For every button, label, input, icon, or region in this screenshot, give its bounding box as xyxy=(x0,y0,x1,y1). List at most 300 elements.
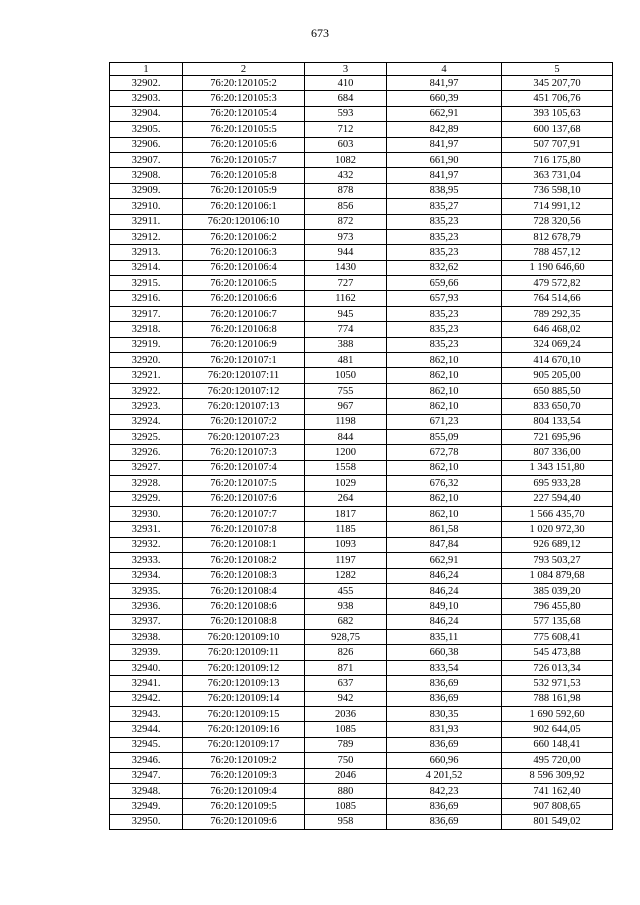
value-cell: 363 731,04 xyxy=(502,168,613,183)
area-cell: 1430 xyxy=(305,260,387,275)
rate-cell: 862,10 xyxy=(387,368,502,383)
value-cell: 532 971,53 xyxy=(502,676,613,691)
table-row xyxy=(110,106,613,121)
value-cell: 807 336,00 xyxy=(502,445,613,460)
value-cell: 736 598,10 xyxy=(502,183,613,198)
table-row xyxy=(110,214,613,229)
cadastral-number-cell: 76:20:120107:4 xyxy=(183,460,305,475)
table-row xyxy=(110,76,613,91)
rate-cell: 830,35 xyxy=(387,707,502,722)
table-row xyxy=(110,429,613,444)
row-number-cell: 32918. xyxy=(110,322,183,337)
rate-cell: 846,24 xyxy=(387,614,502,629)
area-cell: 1197 xyxy=(305,553,387,568)
rate-cell: 862,10 xyxy=(387,491,502,506)
cadastral-number-cell: 76:20:120106:8 xyxy=(183,322,305,337)
area-cell: 432 xyxy=(305,168,387,183)
row-number-cell: 32939. xyxy=(110,645,183,660)
value-cell: 577 135,68 xyxy=(502,614,613,629)
value-cell: 479 572,82 xyxy=(502,276,613,291)
area-cell: 1162 xyxy=(305,291,387,306)
table-row xyxy=(110,645,613,660)
area-cell: 727 xyxy=(305,276,387,291)
row-number-cell: 32938. xyxy=(110,630,183,645)
area-cell: 455 xyxy=(305,583,387,598)
table-row xyxy=(110,522,613,537)
rate-cell: 831,93 xyxy=(387,722,502,737)
rate-cell: 849,10 xyxy=(387,599,502,614)
area-cell: 826 xyxy=(305,645,387,660)
area-cell: 880 xyxy=(305,783,387,798)
cadastral-number-cell: 76:20:120107:8 xyxy=(183,522,305,537)
cadastral-number-cell: 76:20:120109:13 xyxy=(183,676,305,691)
table-row xyxy=(110,491,613,506)
rate-cell: 846,24 xyxy=(387,568,502,583)
row-number-cell: 32915. xyxy=(110,276,183,291)
table-row xyxy=(110,783,613,798)
rate-cell: 862,10 xyxy=(387,353,502,368)
row-number-cell: 32919. xyxy=(110,337,183,352)
rate-cell: 841,97 xyxy=(387,137,502,152)
cadastral-number-cell: 76:20:120106:3 xyxy=(183,245,305,260)
rate-cell: 660,96 xyxy=(387,753,502,768)
value-cell: 741 162,40 xyxy=(502,783,613,798)
value-cell: 801 549,02 xyxy=(502,814,613,829)
rate-cell: 862,10 xyxy=(387,460,502,475)
value-cell: 1 084 879,68 xyxy=(502,568,613,583)
cadastral-number-cell: 76:20:120105:6 xyxy=(183,137,305,152)
row-number-cell: 32914. xyxy=(110,260,183,275)
column-header-5: 5 xyxy=(502,63,613,76)
table-body xyxy=(110,76,613,830)
row-number-cell: 32912. xyxy=(110,229,183,244)
rate-cell: 662,91 xyxy=(387,553,502,568)
table-row xyxy=(110,260,613,275)
cadastral-number-cell: 76:20:120106:1 xyxy=(183,199,305,214)
row-number-cell: 32920. xyxy=(110,353,183,368)
value-cell: 905 205,00 xyxy=(502,368,613,383)
area-cell: 1085 xyxy=(305,799,387,814)
area-cell: 1050 xyxy=(305,368,387,383)
row-number-cell: 32933. xyxy=(110,553,183,568)
rate-cell: 846,24 xyxy=(387,583,502,598)
row-number-cell: 32947. xyxy=(110,768,183,783)
rate-cell: 841,97 xyxy=(387,76,502,91)
table-row xyxy=(110,460,613,475)
rate-cell: 660,38 xyxy=(387,645,502,660)
row-number-cell: 32943. xyxy=(110,707,183,722)
table-row xyxy=(110,722,613,737)
row-number-cell: 32940. xyxy=(110,660,183,675)
row-number-cell: 32929. xyxy=(110,491,183,506)
cadastral-number-cell: 76:20:120106:2 xyxy=(183,229,305,244)
value-cell: 227 594,40 xyxy=(502,491,613,506)
row-number-cell: 32917. xyxy=(110,306,183,321)
row-number-cell: 32927. xyxy=(110,460,183,475)
area-cell: 928,75 xyxy=(305,630,387,645)
table-row xyxy=(110,245,613,260)
rate-cell: 855,09 xyxy=(387,429,502,444)
value-cell: 1 690 592,60 xyxy=(502,707,613,722)
value-cell: 660 148,41 xyxy=(502,737,613,752)
table-row xyxy=(110,737,613,752)
data-table xyxy=(109,62,613,830)
cadastral-number-cell: 76:20:120105:5 xyxy=(183,122,305,137)
rate-cell: 835,23 xyxy=(387,245,502,260)
rate-cell: 862,10 xyxy=(387,383,502,398)
area-cell: 1029 xyxy=(305,476,387,491)
table-header-row xyxy=(110,63,613,76)
cadastral-number-cell: 76:20:120107:1 xyxy=(183,353,305,368)
cadastral-number-cell: 76:20:120107:3 xyxy=(183,445,305,460)
table-row xyxy=(110,630,613,645)
table-row xyxy=(110,553,613,568)
table-row xyxy=(110,660,613,675)
table-row xyxy=(110,137,613,152)
cadastral-number-cell: 76:20:120109:3 xyxy=(183,768,305,783)
table-row xyxy=(110,691,613,706)
value-cell: 721 695,96 xyxy=(502,429,613,444)
area-cell: 1093 xyxy=(305,537,387,552)
table-row xyxy=(110,583,613,598)
value-cell: 793 503,27 xyxy=(502,553,613,568)
row-number-cell: 32950. xyxy=(110,814,183,829)
cadastral-number-cell: 76:20:120109:16 xyxy=(183,722,305,737)
cadastral-number-cell: 76:20:120109:11 xyxy=(183,645,305,660)
area-cell: 593 xyxy=(305,106,387,121)
cadastral-number-cell: 76:20:120108:1 xyxy=(183,537,305,552)
cadastral-number-cell: 76:20:120105:7 xyxy=(183,152,305,167)
rate-cell: 842,89 xyxy=(387,122,502,137)
table-row xyxy=(110,291,613,306)
table-row xyxy=(110,814,613,829)
table-row xyxy=(110,383,613,398)
cadastral-number-cell: 76:20:120105:2 xyxy=(183,76,305,91)
value-cell: 324 069,24 xyxy=(502,337,613,352)
value-cell: 393 105,63 xyxy=(502,106,613,121)
cadastral-number-cell: 76:20:120105:9 xyxy=(183,183,305,198)
row-number-cell: 32903. xyxy=(110,91,183,106)
cadastral-number-cell: 76:20:120108:3 xyxy=(183,568,305,583)
area-cell: 878 xyxy=(305,183,387,198)
row-number-cell: 32937. xyxy=(110,614,183,629)
cadastral-number-cell: 76:20:120107:12 xyxy=(183,383,305,398)
area-cell: 1198 xyxy=(305,414,387,429)
table-row xyxy=(110,337,613,352)
row-number-cell: 32904. xyxy=(110,106,183,121)
rate-cell: 4 201,52 xyxy=(387,768,502,783)
rate-cell: 832,62 xyxy=(387,260,502,275)
area-cell: 388 xyxy=(305,337,387,352)
cadastral-number-cell: 76:20:120105:8 xyxy=(183,168,305,183)
value-cell: 902 644,05 xyxy=(502,722,613,737)
rate-cell: 836,69 xyxy=(387,814,502,829)
table-row xyxy=(110,199,613,214)
column-header-4: 4 xyxy=(387,63,502,76)
column-header-2: 2 xyxy=(183,63,305,76)
cadastral-number-cell: 76:20:120109:17 xyxy=(183,737,305,752)
area-cell: 856 xyxy=(305,199,387,214)
cadastral-number-cell: 76:20:120109:5 xyxy=(183,799,305,814)
table-row xyxy=(110,353,613,368)
value-cell: 1 190 646,60 xyxy=(502,260,613,275)
cadastral-number-cell: 76:20:120106:9 xyxy=(183,337,305,352)
rate-cell: 862,10 xyxy=(387,399,502,414)
cadastral-number-cell: 76:20:120109:10 xyxy=(183,630,305,645)
table-row xyxy=(110,506,613,521)
table-row xyxy=(110,368,613,383)
rate-cell: 861,58 xyxy=(387,522,502,537)
value-cell: 728 320,56 xyxy=(502,214,613,229)
value-cell: 796 455,80 xyxy=(502,599,613,614)
value-cell: 695 933,28 xyxy=(502,476,613,491)
area-cell: 712 xyxy=(305,122,387,137)
rate-cell: 835,23 xyxy=(387,306,502,321)
value-cell: 495 720,00 xyxy=(502,753,613,768)
area-cell: 410 xyxy=(305,76,387,91)
cadastral-number-cell: 76:20:120108:2 xyxy=(183,553,305,568)
cadastral-number-cell: 76:20:120107:13 xyxy=(183,399,305,414)
area-cell: 264 xyxy=(305,491,387,506)
rate-cell: 836,69 xyxy=(387,676,502,691)
row-number-cell: 32944. xyxy=(110,722,183,737)
table-row xyxy=(110,183,613,198)
rate-cell: 671,23 xyxy=(387,414,502,429)
table-row xyxy=(110,537,613,552)
row-number-cell: 32925. xyxy=(110,429,183,444)
cadastral-number-cell: 76:20:120107:2 xyxy=(183,414,305,429)
table-row xyxy=(110,445,613,460)
value-cell: 804 133,54 xyxy=(502,414,613,429)
area-cell: 481 xyxy=(305,353,387,368)
row-number-cell: 32906. xyxy=(110,137,183,152)
cadastral-number-cell: 76:20:120106:10 xyxy=(183,214,305,229)
value-cell: 646 468,02 xyxy=(502,322,613,337)
value-cell: 650 885,50 xyxy=(502,383,613,398)
rate-cell: 835,11 xyxy=(387,630,502,645)
row-number-cell: 32945. xyxy=(110,737,183,752)
cadastral-number-cell: 76:20:120109:12 xyxy=(183,660,305,675)
page-number: 673 xyxy=(311,26,329,40)
cadastral-number-cell: 76:20:120106:6 xyxy=(183,291,305,306)
table-row xyxy=(110,676,613,691)
value-cell: 1 343 151,80 xyxy=(502,460,613,475)
value-cell: 8 596 309,92 xyxy=(502,768,613,783)
value-cell: 764 514,66 xyxy=(502,291,613,306)
area-cell: 958 xyxy=(305,814,387,829)
area-cell: 938 xyxy=(305,599,387,614)
value-cell: 726 013,34 xyxy=(502,660,613,675)
table-row xyxy=(110,152,613,167)
row-number-cell: 32934. xyxy=(110,568,183,583)
row-number-cell: 32936. xyxy=(110,599,183,614)
row-number-cell: 32908. xyxy=(110,168,183,183)
cadastral-number-cell: 76:20:120109:2 xyxy=(183,753,305,768)
table-row xyxy=(110,276,613,291)
area-cell: 2046 xyxy=(305,768,387,783)
table-row xyxy=(110,476,613,491)
row-number-cell: 32935. xyxy=(110,583,183,598)
rate-cell: 672,78 xyxy=(387,445,502,460)
value-cell: 907 808,65 xyxy=(502,799,613,814)
cadastral-number-cell: 76:20:120105:4 xyxy=(183,106,305,121)
area-cell: 967 xyxy=(305,399,387,414)
rate-cell: 835,23 xyxy=(387,214,502,229)
area-cell: 789 xyxy=(305,737,387,752)
value-cell: 775 608,41 xyxy=(502,630,613,645)
row-number-cell: 32930. xyxy=(110,506,183,521)
area-cell: 684 xyxy=(305,91,387,106)
area-cell: 872 xyxy=(305,214,387,229)
rate-cell: 660,39 xyxy=(387,91,502,106)
area-cell: 1185 xyxy=(305,522,387,537)
area-cell: 1817 xyxy=(305,506,387,521)
row-number-cell: 32931. xyxy=(110,522,183,537)
table-row xyxy=(110,707,613,722)
cadastral-number-cell: 76:20:120107:23 xyxy=(183,429,305,444)
table-row xyxy=(110,229,613,244)
rate-cell: 659,66 xyxy=(387,276,502,291)
rate-cell: 841,97 xyxy=(387,168,502,183)
cadastral-number-cell: 76:20:120109:15 xyxy=(183,707,305,722)
value-cell: 714 991,12 xyxy=(502,199,613,214)
table-row xyxy=(110,614,613,629)
area-cell: 1200 xyxy=(305,445,387,460)
value-cell: 414 670,10 xyxy=(502,353,613,368)
table-row xyxy=(110,399,613,414)
value-cell: 451 706,76 xyxy=(502,91,613,106)
row-number-cell: 32910. xyxy=(110,199,183,214)
area-cell: 774 xyxy=(305,322,387,337)
value-cell: 1 566 435,70 xyxy=(502,506,613,521)
rate-cell: 862,10 xyxy=(387,506,502,521)
rate-cell: 835,23 xyxy=(387,322,502,337)
table-row xyxy=(110,322,613,337)
table-row xyxy=(110,122,613,137)
rate-cell: 835,23 xyxy=(387,337,502,352)
value-cell: 600 137,68 xyxy=(502,122,613,137)
rate-cell: 833,54 xyxy=(387,660,502,675)
table-row xyxy=(110,753,613,768)
area-cell: 603 xyxy=(305,137,387,152)
value-cell: 345 207,70 xyxy=(502,76,613,91)
area-cell: 1558 xyxy=(305,460,387,475)
area-cell: 1282 xyxy=(305,568,387,583)
area-cell: 755 xyxy=(305,383,387,398)
cadastral-number-cell: 76:20:120105:3 xyxy=(183,91,305,106)
row-number-cell: 32907. xyxy=(110,152,183,167)
row-number-cell: 32923. xyxy=(110,399,183,414)
table-row xyxy=(110,414,613,429)
area-cell: 682 xyxy=(305,614,387,629)
value-cell: 833 650,70 xyxy=(502,399,613,414)
row-number-cell: 32909. xyxy=(110,183,183,198)
area-cell: 2036 xyxy=(305,707,387,722)
value-cell: 788 457,12 xyxy=(502,245,613,260)
rate-cell: 847,84 xyxy=(387,537,502,552)
rate-cell: 838,95 xyxy=(387,183,502,198)
cadastral-number-cell: 76:20:120109:14 xyxy=(183,691,305,706)
area-cell: 973 xyxy=(305,229,387,244)
area-cell: 945 xyxy=(305,306,387,321)
value-cell: 385 039,20 xyxy=(502,583,613,598)
cadastral-number-cell: 76:20:120106:4 xyxy=(183,260,305,275)
rate-cell: 676,32 xyxy=(387,476,502,491)
table-row xyxy=(110,599,613,614)
row-number-cell: 32949. xyxy=(110,799,183,814)
rate-cell: 836,69 xyxy=(387,737,502,752)
rate-cell: 835,23 xyxy=(387,229,502,244)
area-cell: 844 xyxy=(305,429,387,444)
column-header-1: 1 xyxy=(110,63,183,76)
table-row xyxy=(110,306,613,321)
cadastral-number-cell: 76:20:120108:6 xyxy=(183,599,305,614)
value-cell: 789 292,35 xyxy=(502,306,613,321)
value-cell: 507 707,91 xyxy=(502,137,613,152)
cadastral-number-cell: 76:20:120106:7 xyxy=(183,306,305,321)
row-number-cell: 32928. xyxy=(110,476,183,491)
value-cell: 926 689,12 xyxy=(502,537,613,552)
row-number-cell: 32924. xyxy=(110,414,183,429)
row-number-cell: 32948. xyxy=(110,783,183,798)
row-number-cell: 32902. xyxy=(110,76,183,91)
row-number-cell: 32913. xyxy=(110,245,183,260)
table-row xyxy=(110,91,613,106)
area-cell: 871 xyxy=(305,660,387,675)
cadastral-number-cell: 76:20:120106:5 xyxy=(183,276,305,291)
rate-cell: 836,69 xyxy=(387,691,502,706)
cadastral-number-cell: 76:20:120107:6 xyxy=(183,491,305,506)
row-number-cell: 32942. xyxy=(110,691,183,706)
cadastral-number-cell: 76:20:120108:8 xyxy=(183,614,305,629)
cadastral-number-cell: 76:20:120107:7 xyxy=(183,506,305,521)
table-row xyxy=(110,799,613,814)
table-row xyxy=(110,568,613,583)
rate-cell: 657,93 xyxy=(387,291,502,306)
rate-cell: 661,90 xyxy=(387,152,502,167)
row-number-cell: 32911. xyxy=(110,214,183,229)
rate-cell: 836,69 xyxy=(387,799,502,814)
row-number-cell: 32926. xyxy=(110,445,183,460)
cadastral-number-cell: 76:20:120109:4 xyxy=(183,783,305,798)
area-cell: 1085 xyxy=(305,722,387,737)
cadastral-number-cell: 76:20:120107:5 xyxy=(183,476,305,491)
area-cell: 944 xyxy=(305,245,387,260)
row-number-cell: 32941. xyxy=(110,676,183,691)
area-cell: 637 xyxy=(305,676,387,691)
row-number-cell: 32921. xyxy=(110,368,183,383)
column-header-3: 3 xyxy=(305,63,387,76)
rate-cell: 662,91 xyxy=(387,106,502,121)
cadastral-number-cell: 76:20:120107:11 xyxy=(183,368,305,383)
table-row xyxy=(110,768,613,783)
area-cell: 942 xyxy=(305,691,387,706)
row-number-cell: 32916. xyxy=(110,291,183,306)
row-number-cell: 32905. xyxy=(110,122,183,137)
value-cell: 812 678,79 xyxy=(502,229,613,244)
rate-cell: 835,27 xyxy=(387,199,502,214)
value-cell: 716 175,80 xyxy=(502,152,613,167)
cadastral-number-cell: 76:20:120109:6 xyxy=(183,814,305,829)
rate-cell: 842,23 xyxy=(387,783,502,798)
table-row xyxy=(110,168,613,183)
value-cell: 1 020 972,30 xyxy=(502,522,613,537)
area-cell: 1082 xyxy=(305,152,387,167)
area-cell: 750 xyxy=(305,753,387,768)
value-cell: 545 473,88 xyxy=(502,645,613,660)
row-number-cell: 32932. xyxy=(110,537,183,552)
cadastral-number-cell: 76:20:120108:4 xyxy=(183,583,305,598)
